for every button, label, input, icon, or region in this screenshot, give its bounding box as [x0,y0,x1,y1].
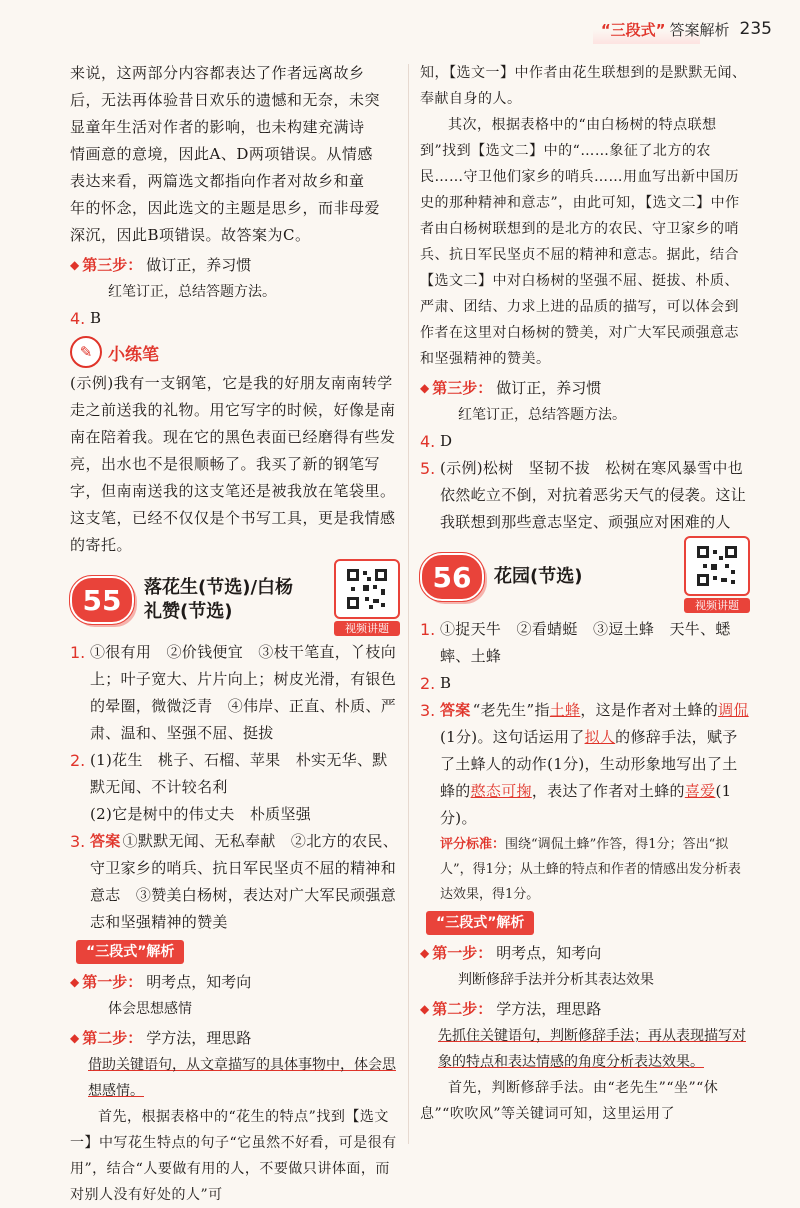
left-column [70,60,400,1208]
intro-line: 深沉，因此B项错误。故答案为C。 [70,226,311,244]
step1-heading [70,968,400,996]
step2-text: 学方法，理思路 [146,1029,252,1047]
intro-paragraph [70,60,400,249]
right-column [420,60,750,1127]
page-number: 235 [739,19,772,39]
step1-label: 第一步： [82,973,143,991]
step3-text: 做订正，养习惯 [146,256,252,274]
answer-segment: ，这是作者对土蜂的 [580,701,719,719]
answer-segment: (1分)。这句话运用了 [440,728,585,746]
step3-label: 第三步： [432,379,493,397]
unit-title: 花园(节选) [494,566,583,587]
intro-line: 情画意的意境，因此A、D两项错误。从情感 [70,145,373,163]
three-step-badge: “三段式”解析 [426,911,534,935]
question-2 [70,747,400,828]
qr-caption: 视频讲题 [334,621,400,636]
arrow-icon: ◆ [420,381,430,395]
step2-heading [70,1024,400,1052]
answer-part-1: (1)花生 桃子、石榴、苹果 朴实无华、默默无闻、不计较名利 [90,751,388,796]
intro-line: 后，无法再体验昔日欢乐的遗憾和无奈，未突 [70,91,381,109]
question-number: 2. [420,674,436,693]
question-answer [90,747,400,828]
key-phrase: 憨态可掬 [470,782,532,800]
analysis-paragraph-2: 其次，根据表格中的“由白杨树的特点联想到”找到【选文二】中的“……象征了北方的农民……守卫他们家乡的哨兵……用血写出新中国历史的那种精神和意志”，由此可知，【选文二】中作者由白杨树联想到的是北方的农民、守卫家乡的哨兵、抗日军民坚贞不屈的精神和意志。据此，结合【选文二】中对白杨树的坚强不屈、挺拔、朴质、严肃、团结、力求上进的品质的描写，可以体会到作者在这里对白杨树的赞美，对广大军民顽强意志和坚强精神的赞美。 [420,117,740,367]
practice-text: (示例)我有一支钢笔，它是我的好朋友南南转学走之前送我的礼物。用它写字的时候，好像是南南在陪着我。现在它的黑色表面已经磨得有些发亮，出水也不是很顺畅了。我买了新的钢笔写字，但南南送我的这支笔还是被我放在笔袋里。这支笔，已经不仅仅是个书写工具，更是我情感的寄托。 [70,374,396,554]
question-answer: B [440,674,452,692]
answer-segment: “老先生”指 [472,701,550,719]
intro-line: 年的怀念，因此选文的主题是思乡，而非母爱 [70,199,381,217]
question-number: 4. [70,309,86,328]
qr-caption: 视频讲题 [684,598,750,613]
arrow-icon: ◆ [70,258,80,272]
intro-line: 来说，这两部分内容都表达了作者远离故乡 [70,64,365,82]
step2-label: 第二步： [432,1000,493,1018]
key-phrase: 调侃 [718,701,749,719]
question-answer: (示例)松树 坚韧不拔 松树在寒风暴雪中也依然屹立不倒，对抗着恶劣天气的侵袭。这让我联想到那些意志坚定、顽强应对困难的人 [440,459,747,531]
question-number: 5. [420,459,436,478]
intro-line: 显童年生活对作者的影响，也未构建充满诗 [70,118,365,136]
key-phrase: 土蜂 [549,701,581,719]
question-number: 1. [70,643,86,662]
arrow-icon: ◆ [70,1031,80,1045]
step3-heading [420,374,750,402]
question-number: 3. [70,832,86,851]
pencil-icon: ✎ [70,336,102,368]
question-3 [70,828,400,936]
answer-segment: ，表达了作者对土蜂的 [531,782,685,800]
key-phrase: 喜爱 [684,782,716,800]
step2-body: 借助关键语句，从文章描写的具体事物中，体会思想感情。 [88,1057,396,1099]
answer-part-2: (2)它是树中的伟丈夫 朴质坚强 [90,805,312,823]
continued-text: 知，【选文一】中作者由花生联想到的是默默无闻、奉献自身的人。 [420,65,747,107]
step3-heading [70,251,400,279]
answer-text: ①默默无闻、无私奉献 ②北方的农民、守卫家乡的哨兵、抗日军民坚贞不屈的精神和意志 ③赞美白杨树，表达对广大军民顽强意志和坚强精神的赞美 [90,832,399,931]
step1-text: 明考点，知考向 [146,973,252,991]
question-answer: ①很有用 ②价钱便宜 ③枝干笔直，丫枝向上；叶子宽大、片片向上；树皮光滑，有银色的晕圈，微微泛青 ④伟岸、正直、朴质、严肃、温和、坚强不屈、挺拔 [90,643,397,742]
step1-label: 第一步： [432,944,493,962]
answer-segment: (1分)。 [440,782,732,827]
step3-label: 第三步： [82,256,143,274]
unit-title: 落花生(节选)/白杨礼赞(节选) [144,577,294,622]
question-number: 3. [420,701,436,720]
analysis-paragraph: 首先，根据表格中的“花生的特点”找到【选文一】中写花生特点的句子“它虽然不好看，可是很有用”，结合“人要做有用的人，不要做只讲体面，而对别人没有好处的人”可 [70,1109,397,1203]
arrow-icon: ◆ [420,946,430,960]
column-divider [408,64,409,1144]
step3-text: 做订正，养习惯 [496,379,602,397]
arrow-icon: ◆ [70,975,80,989]
analysis-paragraph: 首先，判断修辞手法。由“老先生”“坐”“休息”“吹吹风”等关键词可知，这里运用了 [420,1080,719,1122]
question-number: 1. [420,620,436,639]
step1-body: 体会思想感情 [108,1001,192,1017]
step1-body: 判断修辞手法并分析其表达效果 [458,972,654,988]
qr-code-icon[interactable] [684,536,750,596]
question-number: 4. [420,432,436,451]
answer-label: 答案 [90,832,121,850]
key-phrase: 拟人 [584,728,616,746]
header-tag: “三段式” [600,20,666,39]
unit-56-heading [420,542,750,612]
video-qr[interactable] [684,536,750,613]
scoring-criteria [420,832,750,907]
question-3 [420,697,750,832]
answer-segment: 的修辞手法，赋予了土蜂人的动作(1分)，生动形象地写出了土蜂的 [440,728,738,800]
question-number: 2. [70,751,86,770]
step2-body: 先抓住关键语句，判断修辞手法；再从表现描写对象的特点和表达情感的角度分析表达效果。 [438,1028,746,1070]
step3-body: 红笔订正，总结答题方法。 [458,407,626,423]
question-answer: B [90,309,102,327]
question-answer [440,697,750,832]
question-2 [420,670,750,697]
question-5 [420,455,750,536]
scoring-label: 评分标准： [440,837,506,852]
scoring-text: 围绕“调侃土蜂”作答，得1分；答出“拟人”，得1分；从土蜂的特点和作者的情感出发分析表达效果，得1分。 [440,837,741,902]
step2-label: 第二步： [82,1029,143,1047]
three-step-badge: “三段式”解析 [76,940,184,964]
step2-text: 学方法，理思路 [496,1000,602,1018]
answer-label: 答案 [440,701,471,719]
page-header [601,14,772,44]
question-answer: ①捉天牛 ②看蜻蜓 ③逗土蜂 天牛、蟋蟀、土蜂 [440,620,731,665]
arrow-icon: ◆ [420,1002,430,1016]
header-title: 答案解析 [669,20,730,39]
unit-number-badge: 55 [70,576,134,624]
qr-code-icon[interactable] [334,559,400,619]
step2-heading [420,995,750,1023]
unit-number-badge: 56 [420,553,484,601]
step1-text: 明考点，知考向 [496,944,602,962]
intro-line: 表达来看，两篇选文都指向作者对故乡和童 [70,172,365,190]
practice-heading [70,336,400,368]
question-answer [90,828,400,936]
step1-heading [420,939,750,967]
question-1 [70,639,400,747]
unit-55-heading [70,565,400,635]
question-1 [420,616,750,670]
question-answer: D [440,432,453,450]
question-4 [70,305,400,332]
video-qr[interactable] [334,559,400,636]
practice-label: 小练笔 [108,344,159,365]
step3-body: 红笔订正，总结答题方法。 [108,284,276,300]
question-4 [420,428,750,455]
